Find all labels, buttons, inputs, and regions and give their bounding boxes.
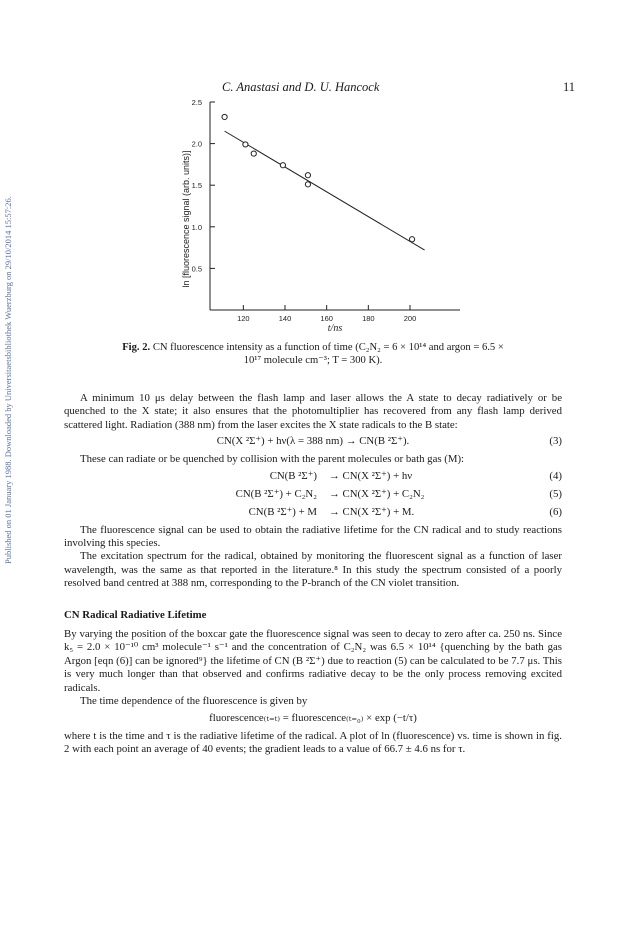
- x-axis-label: t/ns: [327, 323, 343, 334]
- page-number: 11: [563, 80, 576, 94]
- chart-marks: [222, 114, 425, 250]
- paragraph: The excitation spectrum for the radical, obtained by monitoring the fluorescent signal as a function of laser wavelength, was the same as that reported in the literature.⁸ In this study the spectrum consisted of a poorly resolved band centred at 388 nm, corresponding to the P-branch of the CN violet transition.: [64, 550, 562, 590]
- paragraph: where t is the time and τ is the radiative lifetime of the radical. A plot of ln (fluorescence) vs. time is shown in fig. 2 with each point an average of 40 events; the gradient leads to a value of 66.7 ± 4.6 ns for τ.: [64, 729, 562, 755]
- equation-6-number: (6): [549, 505, 562, 518]
- download-watermark: Published on 01 January 1988. Downloaded by Universitaetsbibliothek Wuerzburg on 29/10/2014 15:57:26.: [3, 196, 13, 564]
- x-tick-label: 180: [362, 314, 375, 323]
- equation-lifetime: [64, 712, 562, 727]
- equation-lifetime-text: fluorescence₍ₜ₌ₜ₎ = fluorescence₍ₜ₌₀₎ × exp (−t/τ): [209, 711, 417, 724]
- equation-4: [64, 470, 562, 485]
- fluorescence-decay-chart: [160, 90, 470, 340]
- equation-6: [64, 506, 562, 521]
- paragraph: The fluorescence signal can be used to obtain the radiative lifetime for the CN radical and to study reactions involving this species.: [64, 523, 562, 550]
- equation-3-number: (3): [549, 435, 562, 448]
- paragraph: The time dependence of the fluorescence is given by: [80, 695, 308, 708]
- x-tick-label: 120: [237, 314, 250, 323]
- equation-4-left: CN(B ²Σ⁺): [269, 469, 317, 482]
- data-point: [305, 182, 310, 187]
- equation-3: [64, 435, 562, 450]
- section-heading: CN Radical Radiative Lifetime: [64, 608, 207, 621]
- data-point: [251, 151, 256, 156]
- y-tick-label: 2.0: [191, 139, 202, 149]
- y-tick-label: 1.0: [191, 222, 202, 232]
- data-point: [243, 142, 248, 147]
- paragraph: A minimum 10 μs delay between the flash lamp and laser allows the A state to decay radiatively or be quenched to the X state; it also ensures that the photomultiplier has recovered from any flash lamp derived scattered light. Radiation (388 nm) from the laser excites the X state radicals to the B state:: [64, 392, 562, 431]
- paragraph: These can radiate or be quenched by collision with the parent molecules or bath gas (M):: [80, 453, 465, 466]
- paragraph: By varying the position of the boxcar gate the fluorescence signal was seen to decay to zero after ca. 250 ns. Since k₅ = 2.0 × 10⁻¹⁰ cm³ molecule⁻¹ s⁻¹ and the concentration of C₂N₂ was 6.5 × 10¹⁴ {quenching by the bath gas Argon [eqn (6)] can be ignored⁹} the lifetime of CN (B ²Σ⁺) due to reaction (5) can be calculated to be 7.7 μs. This is very much longer than that observed and confirms radiative decay to be the only process removing excited radicals.: [64, 628, 562, 694]
- x-tick-label: 160: [320, 314, 333, 323]
- figure-caption: [64, 341, 562, 367]
- data-point: [409, 237, 414, 242]
- data-point: [280, 163, 285, 168]
- running-head-authors: C. Anastasi and D. U. Hancock: [222, 80, 380, 94]
- y-tick-label: 1.5: [191, 181, 202, 191]
- equation-4-number: (4): [549, 469, 562, 482]
- equation-5: [64, 488, 562, 503]
- figure-label: Fig. 2.: [122, 342, 151, 353]
- data-point: [305, 173, 310, 178]
- fit-line: [225, 131, 425, 250]
- data-point: [222, 114, 227, 119]
- equation-6-left: CN(B ²Σ⁺) + M: [248, 505, 317, 518]
- equation-6-right: → CN(X ²Σ⁺) + M.: [329, 505, 415, 518]
- chart-axes: [210, 102, 460, 310]
- equation-4-right: → CN(X ²Σ⁺) + hν: [329, 469, 413, 482]
- x-tick-label: 200: [403, 314, 417, 323]
- equation-5-left: CN(B ²Σ⁺) + C₂N₂: [235, 487, 317, 500]
- y-tick-label: 0.5: [191, 264, 202, 274]
- equation-5-right: → CN(X ²Σ⁺) + C₂N₂: [329, 487, 425, 500]
- y-tick-label: 2.5: [191, 98, 202, 107]
- y-axis-label: ln [fluorescence signal (arb. units)]: [181, 150, 191, 288]
- body-text: [64, 392, 562, 756]
- equation-3-text: CN(X ²Σ⁺) + hν(λ = 388 nm) → CN(B ²Σ⁺).: [216, 435, 410, 448]
- caption-text-line1: CN fluorescence intensity as a function of time (C₂N₂ = 6 × 10¹⁴ and argon = 6.5 ×: [152, 342, 504, 353]
- equation-5-number: (5): [549, 487, 562, 500]
- caption-text-line2: 10¹⁷ molecule cm⁻³; T = 300 K).: [243, 355, 383, 366]
- x-tick-label: 140: [278, 314, 292, 323]
